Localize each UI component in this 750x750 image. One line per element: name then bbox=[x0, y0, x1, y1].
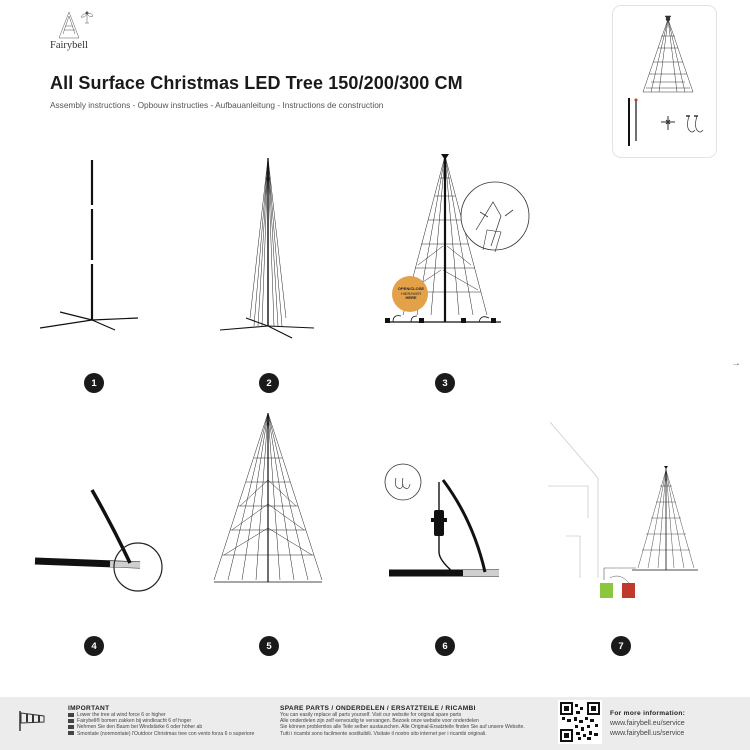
spare-parts-heading: SPARE PARTS / ONDERDELEN / ERSATZTEILE / RICAMBI bbox=[280, 705, 476, 712]
important-line: Smontate (nonmontate) l'Outdoor Christmas tree con vento forza 6 o superiore bbox=[68, 731, 254, 737]
windsock-icon bbox=[18, 709, 48, 733]
important-line: Nehmen Sie den Baum bei Windstärke 6 oder höher ab bbox=[68, 724, 254, 730]
page-subtitle: Assembly instructions - Opbouw instructies - Aufbauanleitung - Instructions de construction bbox=[50, 100, 384, 110]
step-number-1: 1 bbox=[84, 373, 104, 393]
step-number-6: 6 bbox=[435, 636, 455, 656]
tree-spread-drawing bbox=[383, 150, 533, 330]
step-number-2: 2 bbox=[259, 373, 279, 393]
step-number-7: 7 bbox=[611, 636, 631, 656]
spare-parts-line: Alle onderdelen zijn zelf eenvoudig te vervangen. Bezoek onze website voor onderdelen bbox=[280, 718, 479, 725]
parts-tree-icon bbox=[613, 6, 716, 157]
service-link-eu[interactable]: www.fairybell.eu/service bbox=[610, 720, 685, 727]
step-number-3: 3 bbox=[435, 373, 455, 393]
spare-parts-line: Sie können problemlos alle Teile selber austauschen. Alle Original-Ersatzteile finden Sie auf unsere Website. bbox=[280, 724, 525, 731]
footer bbox=[0, 697, 750, 750]
step-number-5: 5 bbox=[259, 636, 279, 656]
spare-parts-line: You can easily replace all parts yourself. Visit our website for original spare parts bbox=[280, 712, 462, 718]
next-page-arrow-icon[interactable]: → bbox=[731, 358, 741, 369]
important-heading: IMPORTANT bbox=[68, 705, 110, 712]
info-section bbox=[610, 710, 685, 738]
pole-with-light-strings-drawing bbox=[218, 158, 318, 338]
pole-assembly-drawing bbox=[40, 160, 150, 335]
important-line: Fairybell® bomen zakken bij windkracht 6 of hoger bbox=[68, 718, 254, 724]
brand-name: Fairybell bbox=[50, 40, 88, 51]
important-section bbox=[68, 705, 254, 737]
parts-overview-panel bbox=[612, 5, 717, 158]
info-heading: For more information: bbox=[610, 710, 686, 717]
page-title: All Surface Christmas LED Tree 150/200/300 CM bbox=[50, 73, 463, 93]
spare-parts-line: Tutti i ricambi sono facilmente sostituibili. Visitate il nostro sito internet per i ricambi originali. bbox=[280, 730, 487, 737]
pole-insert-drawing bbox=[30, 485, 170, 595]
tree-fully-opened-drawing bbox=[210, 410, 330, 590]
important-line: Lower the tree at wind force 6 or higher bbox=[68, 712, 254, 718]
qr-code-icon[interactable] bbox=[558, 700, 602, 744]
cable-connect-drawing bbox=[383, 460, 513, 585]
spare-parts-section bbox=[280, 705, 525, 737]
fairy-logo-icon bbox=[55, 10, 100, 42]
open-close-callout-text: OPEN/CLOSE HIER/HIER HERE bbox=[397, 286, 425, 300]
service-link-us[interactable]: www.fairybell.us/service bbox=[610, 730, 685, 737]
house-and-tree-drawing bbox=[548, 418, 703, 603]
step-number-4: 4 bbox=[84, 636, 104, 656]
